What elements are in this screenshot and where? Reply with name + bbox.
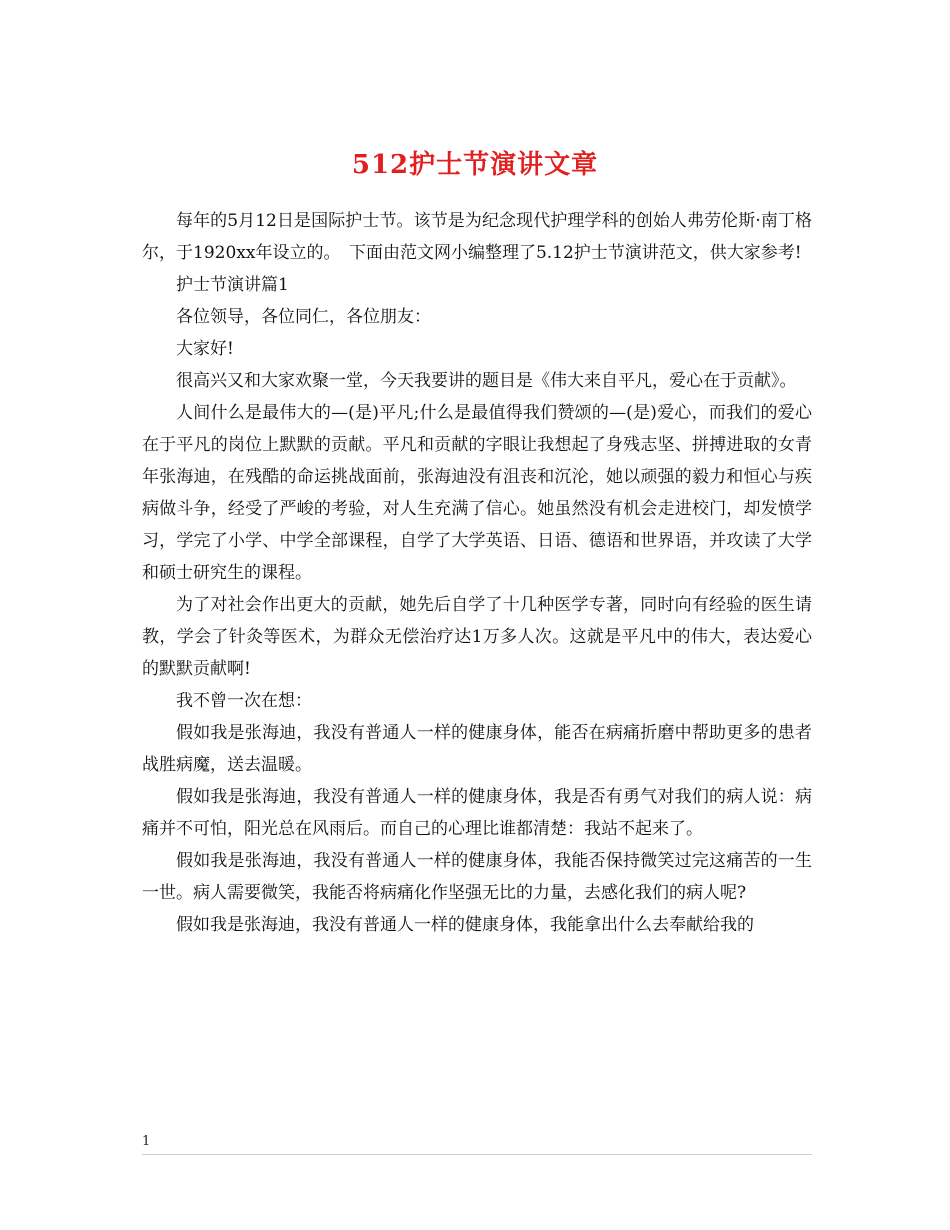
paragraph-body: 我不曾一次在想： <box>176 691 312 711</box>
paragraph-greeting: 大家好! <box>176 339 234 359</box>
paragraph-body: 假如我是张海迪，我没有普通人一样的健康身体，我能拿出什么去奉献给我的 <box>176 915 754 935</box>
paragraph-body: 假如我是张海迪，我没有普通人一样的健康身体，我能否保持微笑过完这痛苦的一生一世。病人需要微笑，我能否将病痛化作坚强无比的力量，去感化我们的病人呢? <box>142 851 812 903</box>
paragraph-body: 人间什么是最伟大的—(是)平凡;什么是最值得我们赞颂的—(是)爱心，而我们的爱心在于平凡的岗位上默默的贡献。平凡和贡献的字眼让我想起了身残志坚、拼搏进取的女青年张海迪，在残酷的命运挑战面前，张海迪没有沮丧和沉沦，她以顽强的毅力和恒心与疾病做斗争，经受了严峻的考验，对人生充满了信心。她虽然没有机会走进校门，却发愤学习，学完了小学、中学全部课程，自学了大学英语、日语、德语和世界语，并攻读了大学和硕士研究生的课程。 <box>142 403 812 583</box>
paragraph-salutation: 各位领导，各位同仁，各位朋友： <box>176 307 431 327</box>
paragraph-topic: 很高兴又和大家欢聚一堂，今天我要讲的题目是《伟大来自平凡，爱心在于贡献》。 <box>176 371 797 391</box>
document-title: 512护士节演讲文章 <box>351 150 599 181</box>
paragraph-intro: 每年的5月12日是国际护士节。该节是为纪念现代护理学科的创始人弗劳伦斯·南丁格尔，于1920xx年设立的。 下面由范文网小编整理了5.12护士节演讲范文，供大家参考! <box>142 211 812 263</box>
paragraph-body: 假如我是张海迪，我没有普通人一样的健康身体，我是否有勇气对我们的病人说：病痛并不可怕，阳光总在风雨后。而自己的心理比谁都清楚：我站不起来了。 <box>142 787 812 839</box>
document-body <box>142 205 812 941</box>
paragraph-body: 假如我是张海迪，我没有普通人一样的健康身体，能否在病痛折磨中帮助更多的患者战胜病魔，送去温暖。 <box>142 723 812 775</box>
paragraph-body: 为了对社会作出更大的贡献，她先后自学了十几种医学专著，同时向有经验的医生请教，学会了针灸等医术，为群众无偿治疗达1万多人次。这就是平凡中的伟大，表达爱心的默默贡献啊! <box>142 595 812 679</box>
footer-divider <box>142 1154 812 1155</box>
page-number: 1 <box>142 1134 151 1149</box>
paragraph-section-heading: 护士节演讲篇1 <box>176 275 289 295</box>
